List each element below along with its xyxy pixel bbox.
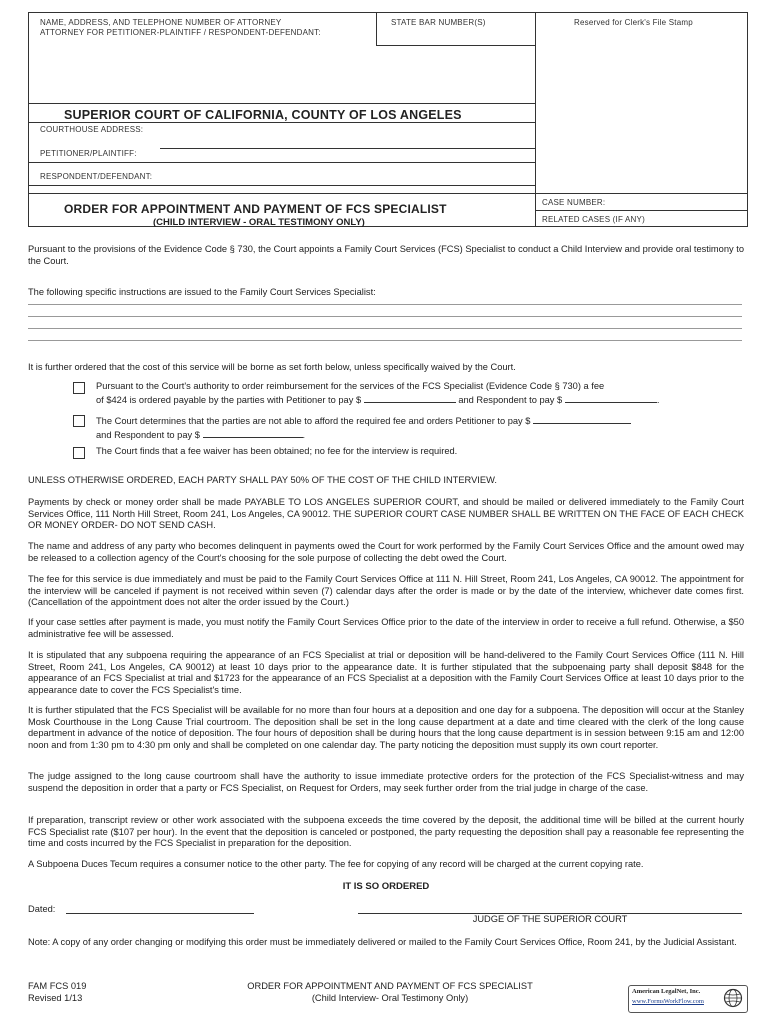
so-ordered: IT IS SO ORDERED — [342, 881, 430, 892]
footer-subtitle: (Child Interview- Oral Testimony Only) — [311, 993, 469, 1003]
date-signature-field[interactable] — [66, 913, 254, 914]
attorney-label: NAME, ADDRESS, AND TELEPHONE NUMBER OF ATTORNEY — [40, 18, 282, 27]
american-legalnet-logo — [628, 985, 746, 1011]
appointment-paragraph: Pursuant to the provisions of the Evidence Code § 730, the Court appoints a Family Court Services (FCS) Specialist to conduct a Child Interview and provide oral testimony to the Court. — [28, 244, 744, 266]
reduced-petitioner-amount-field[interactable] — [533, 414, 631, 424]
fee-reimbursement-text: Pursuant to the Court's authority to order reimbursement for the services of the FCS Specialist (Evidence Code § 730) a fee — [96, 381, 605, 391]
protective-orders-paragraph: The judge assigned to the long cause courtroom shall have the authority to issue immediate protective orders for the protection of the FCS Specialist-witness and may suspend the deposition in order that a party or FCS Specialist, on Request for Orders, may seek further order from the trial judge in charge of the case. — [28, 771, 744, 793]
respondent-label: RESPONDENT/DEFENDANT: — [40, 172, 153, 181]
reduced-fee-text: The Court determines that the parties are not able to afford the required fee and orders Petitioner to pay $ — [96, 416, 531, 426]
case-number-label: CASE NUMBER: — [542, 198, 606, 207]
fee-reimbursement-option: Pursuant to the Court's authority to order reimbursement for the services of the FCS Specialist (Evidence Code § 730) a fee of $424 is ordered payable by the parties with Petitioner to pay $ and Respondent to pay $ . — [96, 381, 660, 405]
reduced-fee-checkbox[interactable] — [73, 415, 85, 427]
clerk-stamp-label: Reserved for Clerk's File Stamp — [574, 18, 693, 27]
state-bar-label: STATE BAR NUMBER(S) — [391, 18, 486, 27]
petitioner-label: PETITIONER/PLAINTIFF: — [40, 149, 137, 158]
attorney-for-label: ATTORNEY FOR PETITIONER-PLAINTIFF / RESPONDENT-DEFENDANT: — [40, 28, 321, 37]
logo-website[interactable]: www.FormsWorkFlow.com — [632, 998, 704, 1005]
reduced-respondent-amount-field[interactable] — [203, 428, 303, 438]
subpoena-paragraph: It is stipulated that any subpoena requiring the appearance of an FCS Specialist at trial or deposition will be hand-delivered to the Family Court Services Office (111 N. Hill Street, Room 241, Los Angeles, CA 90012) at least 10 days prior to the appearance date. It is further stipulated that the subpoenaing party shall deposit $848 for the appearance of an FCS Specialist at trial and $1723 for the appearance of an FCS Specialist at a deposition with the Family Court Services Office at least 10 days prior to the appearance date to cover the FCS Specialist's time. — [28, 650, 744, 695]
split-cost-paragraph: UNLESS OTHERWISE ORDERED, EACH PARTY SHALL PAY 50% OF THE COST OF THE CHILD INTERVIEW. — [28, 475, 497, 485]
fee-petitioner-text: of $424 is ordered payable by the parties with Petitioner to pay $ — [96, 394, 362, 405]
petitioner-amount-field[interactable] — [364, 393, 456, 403]
logo-company: American LegalNet, Inc. — [632, 988, 701, 995]
instructions-intro: The following specific instructions are issued to the Family Court Services Specialist: — [28, 287, 376, 297]
order-title: ORDER FOR APPOINTMENT AND PAYMENT OF FCS SPECIALIST — [64, 202, 447, 216]
globe-icon — [723, 988, 743, 1008]
subpoena-duces-tecum-paragraph: A Subpoena Duces Tecum requires a consumer notice to the other party. The fee for copying of any record will be charged at the current copying rate. — [28, 859, 644, 869]
courthouse-address-label: COURTHOUSE ADDRESS: — [40, 125, 144, 134]
court-title: SUPERIOR COURT OF CALIFORNIA, COUNTY OF LOS ANGELES — [64, 108, 462, 122]
form-id: FAM FCS 019 — [28, 981, 87, 991]
deposition-paragraph: It is further stipulated that the FCS Specialist will be available for no more than four hours at a deposition and one day for a subpoena. The deposition will occur at the Stanley Mosk Courthouse in the Long Cause Trial courtroom. The deposition shall be set in the long cause department at a date and time cleared with the clerk of the long cause department in advance of the notice of deposition. The four hours of deposition shall be during hours that the long cause department is in session between 9:15 am and 12:00 noon and from 1:30 pm to 4:30 pm only and shall be completed on one calendar day. The party noticing the deposition must supply its own court reporter. — [28, 705, 744, 750]
note-paragraph: Note: A copy of any order changing or modifying this order must be immediately delivered or mailed to the Family Court Services Office, Room 241, by the Judicial Assistant. — [28, 937, 737, 947]
delinquency-paragraph: The name and address of any party who becomes delinquent in payments owed the Court for work performed by the Family Court Services Office and the amount owed may be released to a collection agency of the Court's choosing for the sole purpose of collecting the debt owed the Court. — [28, 541, 744, 563]
instruction-line-3[interactable] — [28, 328, 742, 329]
additional-time-paragraph: If preparation, transcript review or other work associated with the subpoena exceeds the time covered by the deposit, the additional time will be billed at the current hourly FCS Specialist rate ($107 per hour). In the event that the deposition is canceled or postponed, the party requesting the deposition shall pay a reasonable fee representing the time and costs incurred by the FCS Specialist in preparation for the deposition. — [28, 815, 744, 849]
instruction-line-2[interactable] — [28, 316, 742, 317]
settlement-paragraph: If your case settles after payment is made, you must notify the Family Court Services Office prior to the date of the interview in order to receive a full refund. Otherwise, a $50 administrative fee will be assessed. — [28, 617, 744, 639]
payment-paragraph: Payments by check or money order shall be made PAYABLE TO LOS ANGELES SUPERIOR COURT, and should be mailed or delivered immediately to the Family Court Services Office, 111 North Hill Street, Room 241, Los Angeles, CA 90012. THE SUPERIOR COURT CASE NUMBER SHALL BE WRITTEN ON THE FACE OF EACH CHECK OR MONEY ORDER- DO NOT SEND CASH. — [28, 497, 744, 531]
reduced-fee-option: The Court determines that the parties are not able to afford the required fee and orders Petitioner to pay $ and Respondent to pay $ . — [96, 414, 746, 441]
fee-waiver-option: The Court finds that a fee waiver has been obtained; no fee for the interview is required. — [96, 446, 458, 456]
fee-respondent-text: and Respondent to pay $ — [458, 394, 563, 405]
related-cases-label: RELATED CASES (IF ANY) — [542, 215, 645, 224]
judge-label: JUDGE OF THE SUPERIOR COURT — [472, 914, 628, 924]
revised-date: Revised 1/13 — [28, 993, 83, 1003]
cost-paragraph: It is further ordered that the cost of this service will be borne as set forth below, unless specifically waived by the Court. — [28, 362, 516, 372]
order-subtitle: (CHILD INTERVIEW - ORAL TESTIMONY ONLY) — [153, 217, 365, 228]
fee-due-paragraph: The fee for this service is due immediately and must be paid to the Family Court Services Office at 111 N. Hill Street, Room 241, Los Angeles, CA 90012. The appointment for the interview will be canceled if payment is not received within seven (7) calendar days after the order is made or by the date of the interview, whichever date comes first. (Cancellation of the appointment does not alter the order issued by the Court.) — [28, 574, 744, 608]
fee-reimbursement-checkbox[interactable] — [73, 382, 85, 394]
reduced-respondent-text: and Respondent to pay $ — [96, 429, 200, 440]
respondent-amount-field[interactable] — [565, 393, 657, 403]
dated-label: Dated: — [28, 904, 56, 914]
instruction-line-4[interactable] — [28, 340, 742, 341]
footer-title: ORDER FOR APPOINTMENT AND PAYMENT OF FCS SPECIALIST — [247, 981, 533, 991]
fee-waiver-checkbox[interactable] — [73, 447, 85, 459]
instruction-line-1[interactable] — [28, 304, 742, 305]
